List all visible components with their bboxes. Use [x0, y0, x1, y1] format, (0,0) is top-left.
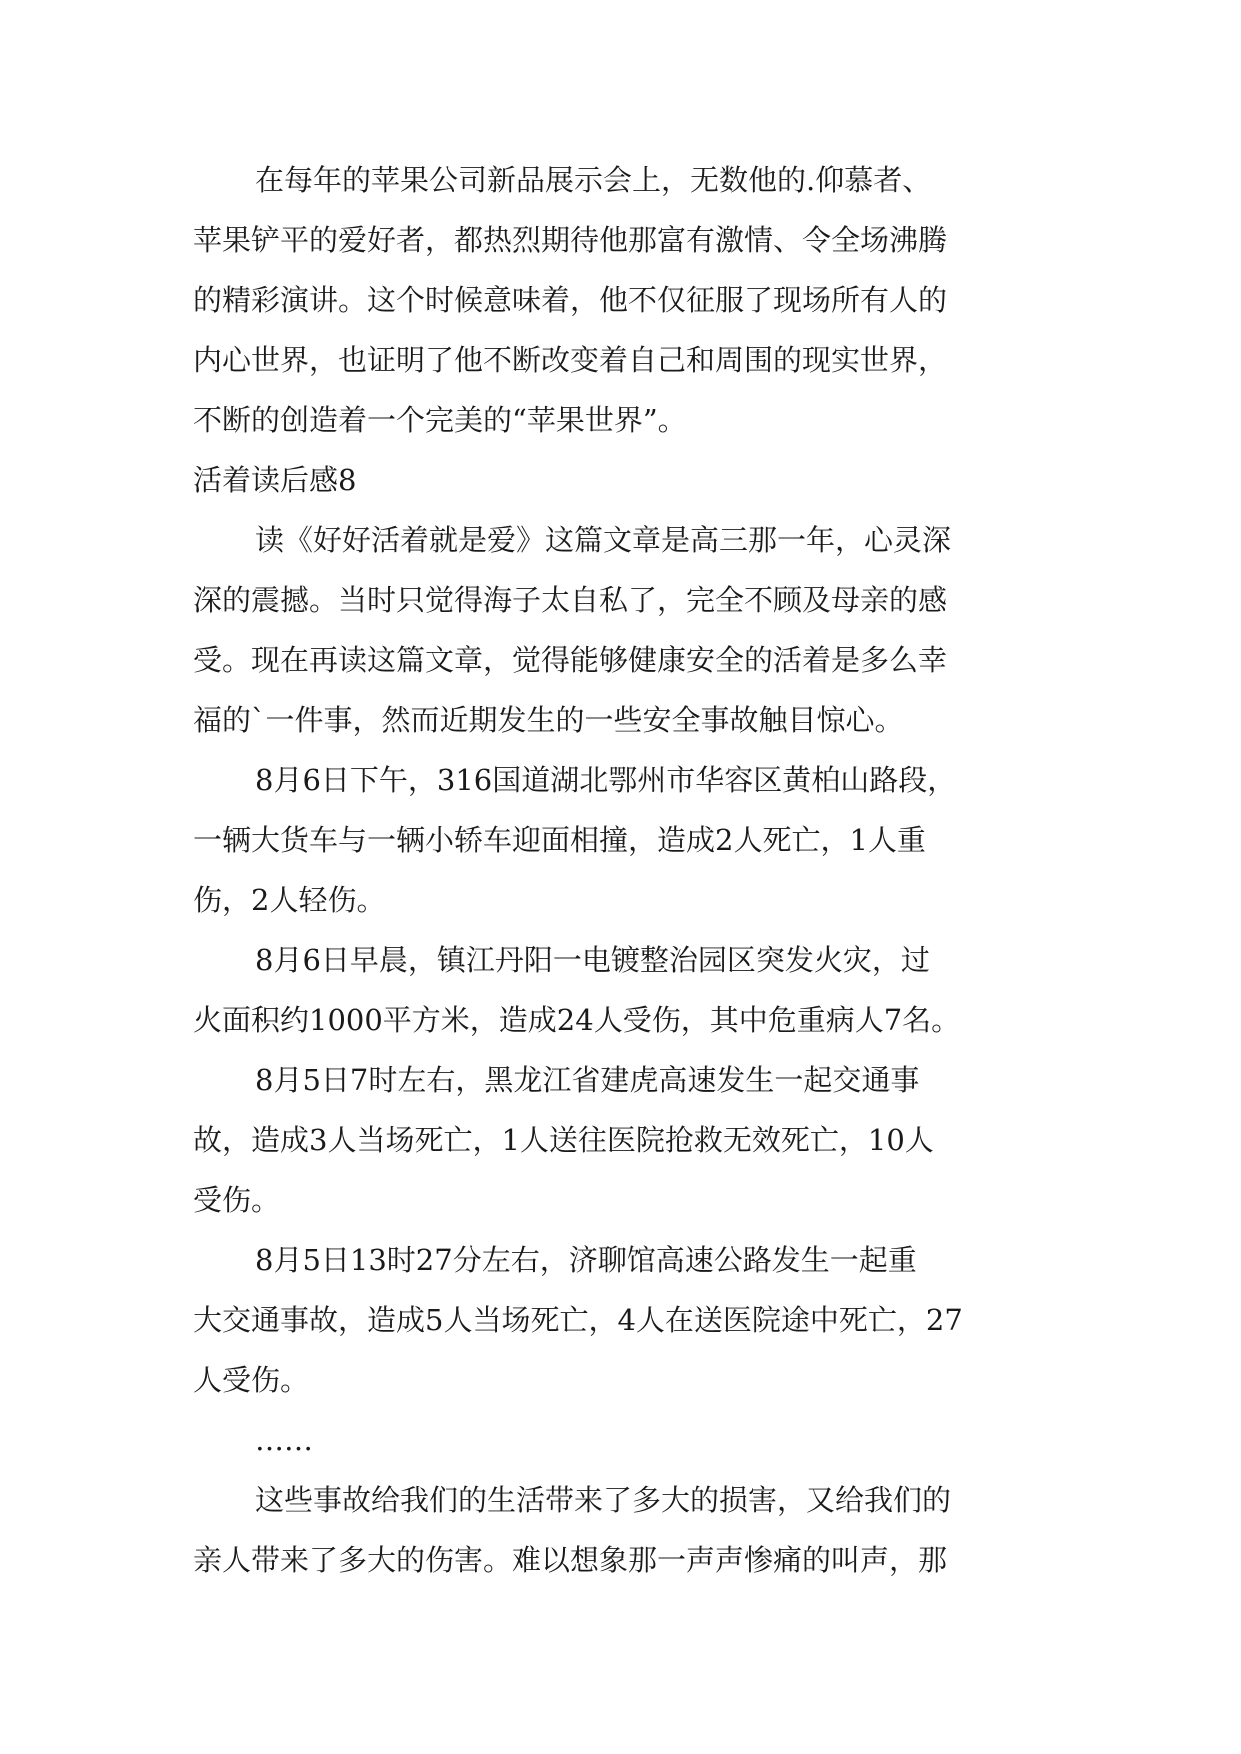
text-line: 内心世界，也证明了他不断改变着自己和周围的现实世界，: [193, 343, 948, 377]
text-line: 8月6日下午，316国道湖北鄂州市华容区黄柏山路段，: [255, 763, 957, 797]
text-line: 8月5日13时27分左右，济聊馆高速公路发生一起重: [255, 1243, 917, 1277]
text-line: 伤，2人轻伤。: [193, 883, 386, 917]
text-line: 受伤。: [193, 1183, 281, 1217]
text-line: 这些事故给我们的生活带来了多大的损害，又给我们的: [255, 1483, 952, 1517]
text-line: 福的`一件事，然而近期发生的一些安全事故触目惊心。: [193, 703, 904, 737]
text-line: 故，造成3人当场死亡，1人送往医院抢救无效死亡，10人: [193, 1123, 934, 1157]
text-line: 不断的创造着一个完美的“苹果世界”。: [193, 403, 687, 437]
text-line: 8月5日7时左右，黑龙江省建虎高速发生一起交通事: [255, 1063, 920, 1097]
text-line: 受。现在再读这篇文章，觉得能够健康安全的活着是多么幸: [193, 643, 948, 677]
section-heading: 活着读后感8: [193, 463, 357, 497]
text-line: 一辆大货车与一辆小轿车迎面相撞，造成2人死亡，1人重: [193, 823, 926, 857]
text-line: 读《好好活着就是爱》这篇文章是高三那一年，心灵深: [255, 523, 952, 557]
text-line: 在每年的苹果公司新品展示会上，无数他的.仰慕者、: [255, 163, 932, 197]
ellipsis-line: ……: [255, 1423, 313, 1457]
text-line: 亲人带来了多大的伤害。难以想象那一声声惨痛的叫声，那: [193, 1543, 948, 1577]
text-line: 深的震撼。当时只觉得海子太自私了，完全不顾及母亲的感: [193, 583, 948, 617]
text-line: 苹果铲平的爱好者，都热烈期待他那富有激情、令全场沸腾: [193, 223, 948, 257]
text-line: 的精彩演讲。这个时候意味着，他不仅征服了现场所有人的: [193, 283, 948, 317]
text-line: 人受伤。: [193, 1363, 310, 1397]
text-line: 大交通事故，造成5人当场死亡，4人在送医院途中死亡，27: [193, 1303, 963, 1337]
text-line: 8月6日早晨，镇江丹阳一电镀整治园区突发火灾，过: [255, 943, 930, 977]
text-line: 火面积约1000平方米，造成24人受伤，其中危重病人7名。: [193, 1003, 961, 1037]
